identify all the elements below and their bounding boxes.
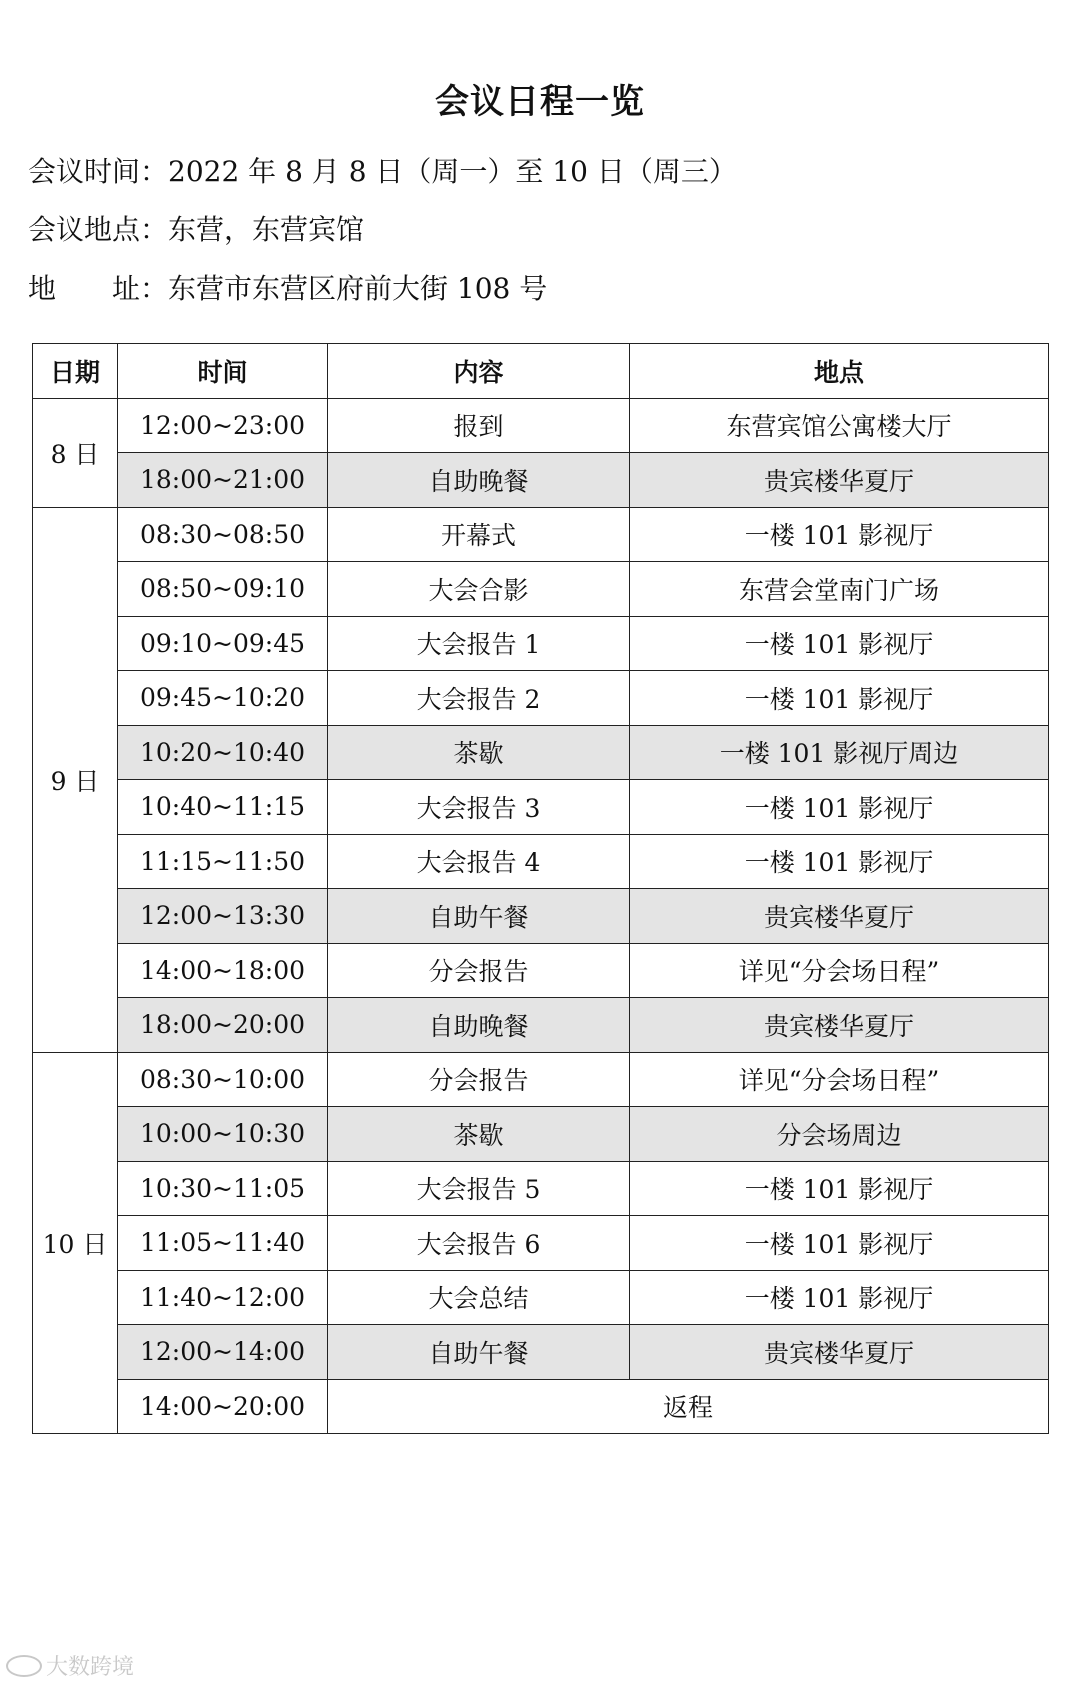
watermark-text: 大数跨境 bbox=[46, 1655, 135, 1680]
table-row bbox=[33, 834, 1049, 889]
place-cell: 贵宾楼华夏厅 bbox=[630, 453, 1049, 508]
table-header-row bbox=[33, 344, 1049, 399]
time-cell: 11:15~11:50 bbox=[118, 834, 328, 889]
table-row bbox=[33, 1107, 1049, 1162]
content-cell: 自助晚餐 bbox=[328, 998, 630, 1053]
table-row bbox=[33, 1325, 1049, 1380]
content-cell: 茶歇 bbox=[328, 725, 630, 780]
table-row bbox=[33, 671, 1049, 726]
place-cell: 详见“分会场日程” bbox=[630, 1052, 1049, 1107]
content-cell: 大会报告 2 bbox=[328, 671, 630, 726]
content-cell: 分会报告 bbox=[328, 1052, 630, 1107]
address-label-2: 址： bbox=[112, 272, 169, 305]
table-row bbox=[33, 1379, 1049, 1434]
time-cell: 18:00~20:00 bbox=[118, 998, 328, 1053]
time-cell: 12:00~14:00 bbox=[118, 1325, 328, 1380]
content-cell: 大会报告 1 bbox=[328, 616, 630, 671]
place-cell: 贵宾楼华夏厅 bbox=[630, 889, 1049, 944]
place-cell: 一楼 101 影视厅 bbox=[630, 834, 1049, 889]
time-cell: 18:00~21:00 bbox=[118, 453, 328, 508]
brand-logo-icon bbox=[6, 1655, 42, 1677]
place-cell: 一楼 101 影视厅 bbox=[630, 1161, 1049, 1216]
page-title: 会议日程一览 bbox=[435, 82, 645, 122]
place-cell: 东营会堂南门广场 bbox=[630, 562, 1049, 617]
content-cell: 大会总结 bbox=[328, 1270, 630, 1325]
time-cell: 11:05~11:40 bbox=[118, 1216, 328, 1271]
meeting-time-label: 会议时间： bbox=[28, 155, 169, 188]
table-row bbox=[33, 616, 1049, 671]
content-cell-merged: 返程 bbox=[328, 1379, 1049, 1434]
content-cell: 大会合影 bbox=[328, 562, 630, 617]
place-cell: 贵宾楼华夏厅 bbox=[630, 1325, 1049, 1380]
content-cell: 大会报告 6 bbox=[328, 1216, 630, 1271]
place-cell: 详见“分会场日程” bbox=[630, 943, 1049, 998]
time-cell: 08:30~10:00 bbox=[118, 1052, 328, 1107]
content-cell: 自助午餐 bbox=[328, 1325, 630, 1380]
time-cell: 09:10~09:45 bbox=[118, 616, 328, 671]
place-cell: 贵宾楼华夏厅 bbox=[630, 998, 1049, 1053]
place-cell: 一楼 101 影视厅 bbox=[630, 616, 1049, 671]
address-label-1: 地 bbox=[28, 272, 57, 305]
header-content: 内容 bbox=[328, 344, 630, 399]
meeting-time bbox=[28, 150, 737, 190]
place-cell: 一楼 101 影视厅 bbox=[630, 1216, 1049, 1271]
table-row bbox=[33, 398, 1049, 453]
address-value: 东营市东营区府前大街 108 号 bbox=[168, 272, 548, 305]
table-row bbox=[33, 453, 1049, 508]
place-cell: 东营宾馆公寓楼大厅 bbox=[630, 398, 1049, 453]
content-cell: 大会报告 4 bbox=[328, 834, 630, 889]
place-cell: 一楼 101 影视厅周边 bbox=[630, 725, 1049, 780]
table-row bbox=[33, 943, 1049, 998]
meeting-address bbox=[28, 267, 547, 307]
place-cell: 一楼 101 影视厅 bbox=[630, 780, 1049, 835]
time-cell: 10:30~11:05 bbox=[118, 1161, 328, 1216]
time-cell: 10:00~10:30 bbox=[118, 1107, 328, 1162]
time-cell: 08:50~09:10 bbox=[118, 562, 328, 617]
table-row bbox=[33, 1216, 1049, 1271]
table-row bbox=[33, 1270, 1049, 1325]
header-place: 地点 bbox=[630, 344, 1049, 399]
table-row bbox=[33, 1161, 1049, 1216]
date-cell: 8 日 bbox=[33, 398, 118, 507]
content-cell: 开幕式 bbox=[328, 507, 630, 562]
place-cell: 一楼 101 影视厅 bbox=[630, 671, 1049, 726]
time-cell: 10:20~10:40 bbox=[118, 725, 328, 780]
meeting-time-value: 2022 年 8 月 8 日（周一）至 10 日（周三） bbox=[168, 155, 737, 188]
table-row bbox=[33, 889, 1049, 944]
watermark bbox=[6, 1650, 134, 1681]
table-row bbox=[33, 998, 1049, 1053]
table-row bbox=[33, 780, 1049, 835]
time-cell: 11:40~12:00 bbox=[118, 1270, 328, 1325]
time-cell: 08:30~08:50 bbox=[118, 507, 328, 562]
header-time: 时间 bbox=[118, 344, 328, 399]
meeting-place-label: 会议地点： bbox=[28, 213, 169, 246]
place-cell: 分会场周边 bbox=[630, 1107, 1049, 1162]
content-cell: 茶歇 bbox=[328, 1107, 630, 1162]
content-cell: 大会报告 5 bbox=[328, 1161, 630, 1216]
place-cell: 一楼 101 影视厅 bbox=[630, 507, 1049, 562]
time-cell: 14:00~20:00 bbox=[118, 1379, 328, 1434]
meeting-place-value: 东营，东营宾馆 bbox=[168, 213, 365, 246]
time-cell: 10:40~11:15 bbox=[118, 780, 328, 835]
content-cell: 自助晚餐 bbox=[328, 453, 630, 508]
time-cell: 12:00~13:30 bbox=[118, 889, 328, 944]
content-cell: 分会报告 bbox=[328, 943, 630, 998]
schedule-table bbox=[32, 343, 1049, 1434]
table-row bbox=[33, 562, 1049, 617]
table-row bbox=[33, 507, 1049, 562]
table-row bbox=[33, 1052, 1049, 1107]
time-cell: 09:45~10:20 bbox=[118, 671, 328, 726]
content-cell: 自助午餐 bbox=[328, 889, 630, 944]
table-row bbox=[33, 725, 1049, 780]
content-cell: 报到 bbox=[328, 398, 630, 453]
time-cell: 12:00~23:00 bbox=[118, 398, 328, 453]
content-cell: 大会报告 3 bbox=[328, 780, 630, 835]
time-cell: 14:00~18:00 bbox=[118, 943, 328, 998]
header-date: 日期 bbox=[33, 344, 118, 399]
place-cell: 一楼 101 影视厅 bbox=[630, 1270, 1049, 1325]
meeting-place bbox=[28, 208, 364, 248]
date-cell: 9 日 bbox=[33, 507, 118, 1052]
date-cell: 10 日 bbox=[33, 1052, 118, 1434]
